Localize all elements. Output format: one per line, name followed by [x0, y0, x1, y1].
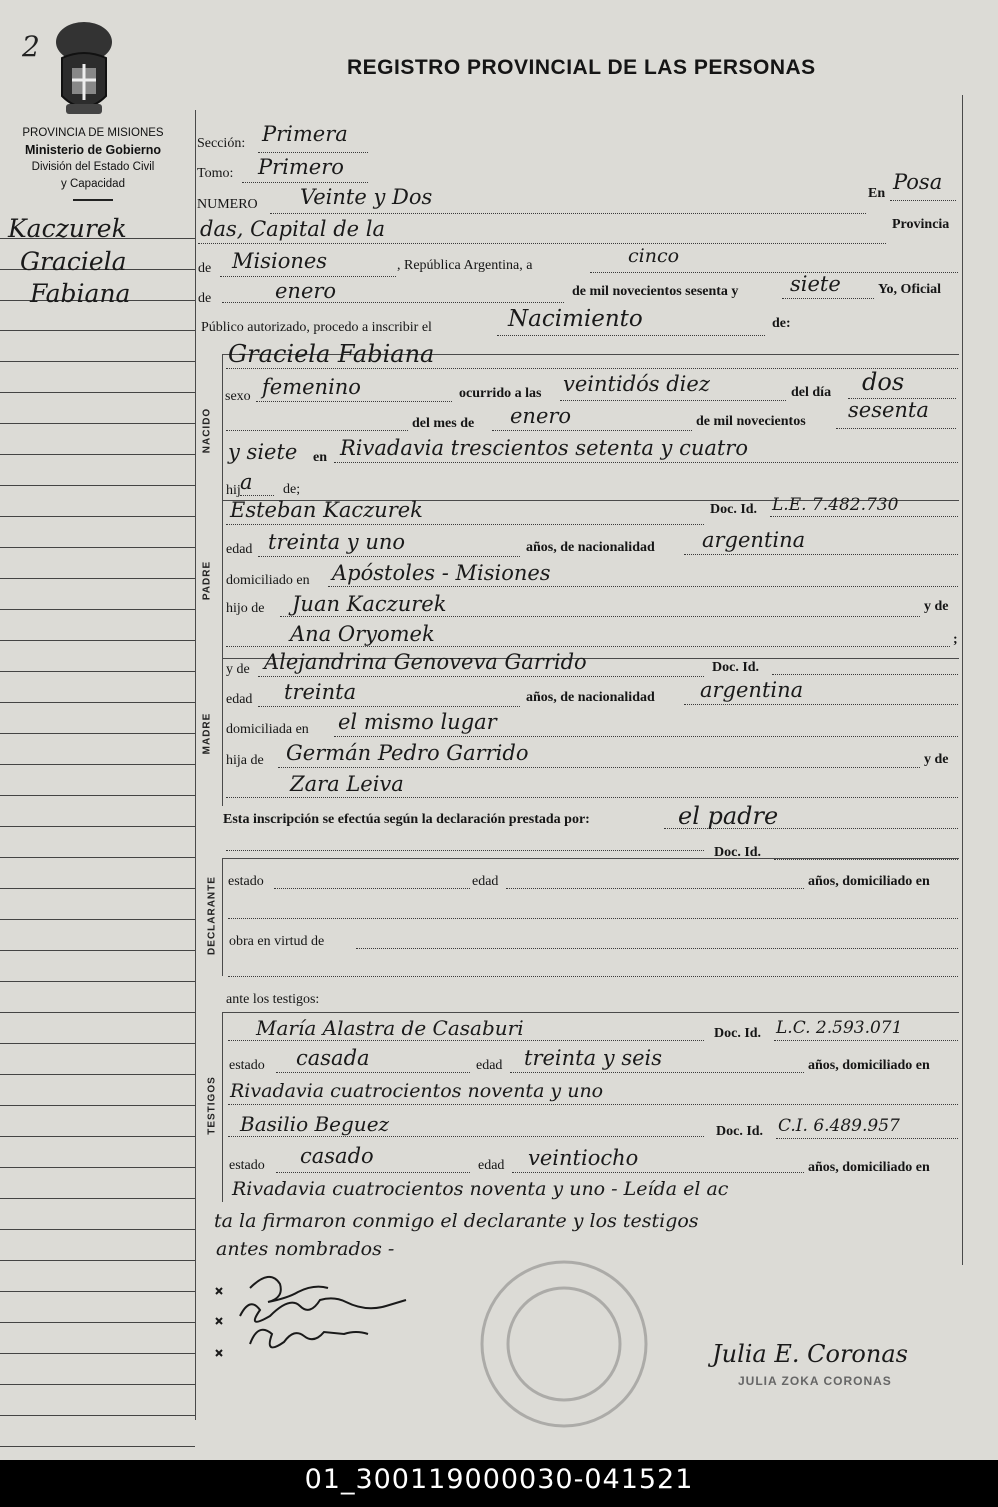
- padre-dom-label: domiciliado en: [226, 573, 310, 588]
- nacido-anio1-value: sesenta: [848, 398, 929, 422]
- acto-value: Nacimiento: [508, 306, 643, 332]
- padre-nac-value: argentina: [702, 528, 806, 552]
- issuer-division: División del Estado Civil: [31, 161, 155, 173]
- document-id-footer: 01_300119000030-041521: [0, 1460, 998, 1507]
- testigo1-nombre: María Alastra de Casaburi: [256, 1016, 524, 1040]
- testigo1-edad-value: treinta y seis: [524, 1046, 663, 1070]
- testigo2-dom-label: años, domiciliado en: [808, 1160, 930, 1175]
- hijo-de-label: de;: [283, 482, 301, 497]
- testigos-intro-label: ante los testigos:: [226, 992, 320, 1007]
- testigo2-edad-label: edad: [478, 1158, 505, 1173]
- testigo2-dom-value: Rivadavia cuatrocientos noventa y uno - Leída el ac: [232, 1178, 729, 1200]
- padre-doc-value: L.E. 7.482.730: [772, 495, 899, 515]
- cierre-line1: ta la firmaron conmigo el declarante y los testigos: [214, 1210, 699, 1232]
- del-dia-label: del día: [791, 385, 832, 400]
- hora-value: veintidós diez: [563, 372, 710, 396]
- madre-section-label: MADRE: [201, 712, 213, 755]
- madre-dom-label: domiciliada en: [226, 722, 309, 737]
- padre-nac-label: años, de nacionalidad: [526, 540, 655, 555]
- testigo2-doc-label: Doc. Id.: [716, 1124, 764, 1139]
- anio-label: de mil novecientos sesenta y: [572, 284, 739, 299]
- madre-padre-value: Germán Pedro Garrido: [286, 741, 529, 765]
- padre-padre-value: Juan Kaczurek: [292, 592, 447, 616]
- page-title: REGISTRO PROVINCIAL DE LAS PERSONAS: [347, 56, 816, 79]
- testigos-section-label: TESTIGOS: [206, 1076, 218, 1135]
- en-label: En: [868, 186, 886, 201]
- numero-label: NUMERO: [197, 197, 258, 212]
- ocurrido-label: ocurrido a las: [459, 386, 542, 401]
- provincia-de-label: de: [198, 261, 212, 276]
- corner-number: 2: [22, 30, 40, 63]
- oficial-label: Yo, Oficial: [878, 282, 941, 297]
- declarante-intro-label: Esta inscripción se efectúa según la declaración prestada por:: [223, 812, 590, 827]
- issuer-block: [0, 125, 186, 201]
- madre-y-de-label: y de: [226, 662, 250, 677]
- padre-hijo-de-label: hijo de: [226, 601, 265, 616]
- padre-section-label: PADRE: [201, 560, 213, 601]
- anio-value: siete: [790, 272, 841, 296]
- mes-value: enero: [275, 279, 337, 303]
- margin-note-name2: Fabiana: [30, 279, 131, 308]
- madre-dom-value: el mismo lugar: [338, 710, 497, 734]
- declarante-por-value: el padre: [678, 802, 779, 830]
- madre-doc-label: Doc. Id.: [712, 660, 760, 675]
- sexo-label: sexo: [225, 389, 251, 404]
- nacido-nombre: Graciela Fabiana: [228, 340, 435, 368]
- official-name-stamp: JULIA ZOKA CORONAS: [738, 1374, 892, 1388]
- mil-novecientos-label: de mil novecientos: [696, 414, 806, 429]
- padre-edad-value: treinta y uno: [268, 530, 406, 554]
- nacido-dia-value: dos: [862, 368, 905, 396]
- padre-nombre: Esteban Kaczurek: [230, 498, 423, 522]
- tomo-label: Tomo:: [197, 166, 234, 181]
- nacido-section-label: NACIDO: [201, 407, 213, 454]
- republica-label: , República Argentina, a: [397, 258, 533, 273]
- declarante-dom-label: años, domiciliado en: [808, 874, 930, 889]
- official-stamp-icon: [474, 1254, 654, 1434]
- margin-note-surname: Kaczurek: [8, 214, 127, 243]
- madre-nac-label: años, de nacionalidad: [526, 690, 655, 705]
- nacido-mes-value: enero: [510, 404, 572, 428]
- testigo1-doc-label: Doc. Id.: [714, 1026, 762, 1041]
- provincia-label: Provincia: [892, 217, 950, 232]
- provincia-value: Misiones: [232, 249, 328, 273]
- declarante-section-label: DECLARANTE: [206, 876, 218, 955]
- nacido-anio2-value: y siete: [228, 440, 298, 464]
- fecha-dia-value: cinco: [628, 245, 680, 267]
- padre-dom-value: Apóstoles - Misiones: [332, 561, 551, 585]
- madre-nombre: Alejandrina Genoveva Garrido: [264, 650, 587, 674]
- issuer-capacity: y Capacidad: [61, 178, 125, 190]
- del-mes-label: del mes de: [412, 416, 475, 431]
- hijo-suffix-value: a: [240, 470, 253, 494]
- testigo1-estado-label: estado: [229, 1058, 265, 1073]
- testigo1-dom-value: Rivadavia cuatrocientos noventa y uno: [230, 1080, 604, 1102]
- testigo2-nombre: Basilio Beguez: [240, 1112, 390, 1136]
- padre-edad-label: edad: [226, 542, 253, 557]
- madre-edad-label: edad: [226, 692, 253, 707]
- testigo2-estado-value: casado: [300, 1144, 374, 1168]
- seccion-value: Primera: [262, 122, 348, 146]
- issuer-province: PROVINCIA DE MISIONES: [22, 127, 164, 139]
- margin-note-name1: Graciela: [20, 247, 127, 276]
- nacido-en-label: en: [313, 450, 327, 465]
- madre-y-de-suffix: y de: [924, 752, 949, 767]
- padre-doc-label: Doc. Id.: [710, 502, 758, 517]
- testigo2-estado-label: estado: [229, 1158, 265, 1173]
- publico-label: Público autorizado, procedo a inscribir el: [201, 320, 432, 335]
- tomo-value: Primero: [258, 155, 344, 179]
- testigo2-edad-value: veintiocho: [528, 1146, 639, 1170]
- declarant-signature-icon: [210, 1266, 440, 1376]
- lugar-value: das, Capital de la: [200, 217, 385, 241]
- madre-nac-value: argentina: [700, 678, 804, 702]
- de-colon-label: de:: [772, 316, 791, 331]
- padre-madre-value: Ana Oryomek: [290, 622, 435, 646]
- nacido-lugar-value: Rivadavia trescientos setenta y cuatro: [340, 436, 748, 460]
- provincial-crest-icon: [48, 18, 120, 122]
- declarante-estado-label: estado: [228, 874, 264, 889]
- madre-edad-value: treinta: [284, 680, 357, 704]
- issuer-ministry: Ministerio de Gobierno: [24, 143, 162, 157]
- madre-madre-value: Zara Leiva: [290, 772, 404, 796]
- sexo-value: femenino: [262, 375, 361, 399]
- padre-y-de-label: y de: [924, 599, 949, 614]
- seccion-label: Sección:: [197, 136, 246, 151]
- mes-de-label: de: [198, 291, 212, 306]
- testigo1-edad-label: edad: [476, 1058, 503, 1073]
- declarante-edad-label: edad: [472, 874, 499, 889]
- official-signature: Julia E. Coronas: [712, 1340, 908, 1368]
- testigo1-dom-label: años, domiciliado en: [808, 1058, 930, 1073]
- numero-value: Veinte y Dos: [300, 185, 433, 209]
- testigo1-doc-value: L.C. 2.593.071: [776, 1018, 903, 1038]
- en-value: Posa: [893, 170, 943, 194]
- declarante-doc-label: Doc. Id.: [714, 845, 762, 860]
- testigo1-estado-value: casada: [296, 1046, 370, 1070]
- hijo-label: hij: [226, 483, 241, 498]
- padre-semicolon: ;: [953, 632, 958, 647]
- testigo2-doc-value: C.I. 6.489.957: [778, 1116, 900, 1136]
- cierre-line2: antes nombrados -: [216, 1238, 395, 1260]
- madre-hija-de-label: hija de: [226, 753, 264, 768]
- declarante-obra-label: obra en virtud de: [229, 934, 325, 949]
